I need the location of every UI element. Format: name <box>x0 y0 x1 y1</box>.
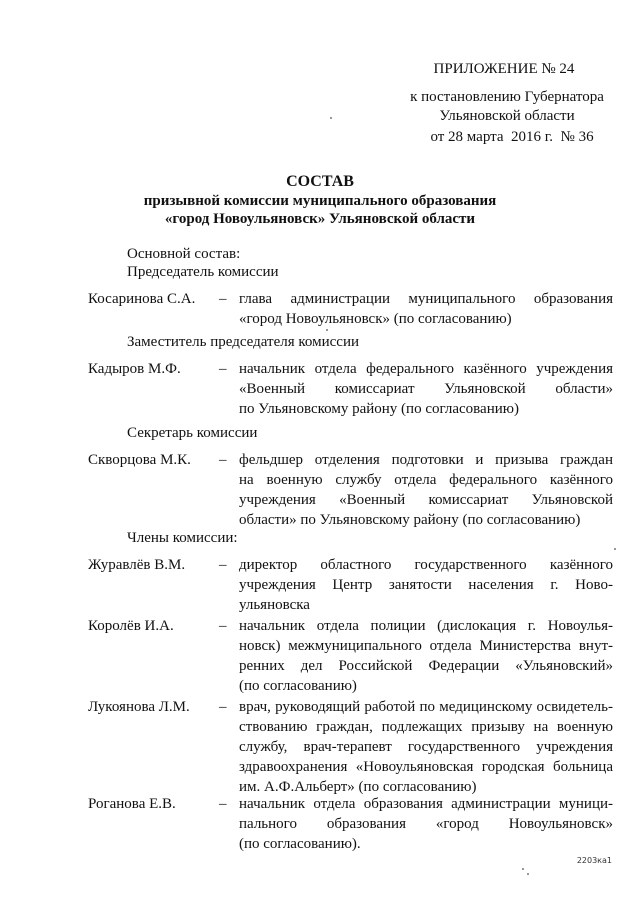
description-line: «город Новоульяновск» (по согласованию) <box>239 311 512 327</box>
description-line: начальник отдела федерального казённого учреждения <box>239 361 613 377</box>
appendix-number: ПРИЛОЖЕНИЕ № 24 <box>433 61 575 77</box>
description-line: директор областного государственного казённого <box>239 557 613 573</box>
description-line: области» по Ульяновскому району (по согласованию) <box>239 512 581 528</box>
description-line: «Военный комиссариат Ульяновской области» <box>239 381 613 397</box>
member-description <box>239 450 613 530</box>
description-line: фельдшер отделения подготовки и призыва граждан <box>239 452 613 468</box>
section-main: Основной состав: <box>127 246 241 262</box>
description-line: учреждения Центр занятости населения г. Ново- <box>239 577 613 593</box>
description-line: службу, врач-терапевт государственного учреждения <box>239 739 613 755</box>
appendix-reference <box>402 88 612 126</box>
member-description <box>239 555 613 615</box>
description-line: учреждения «Военный комиссариат Ульяновской <box>239 492 613 508</box>
document-subtitle-line1: призывной комиссии муниципального образования <box>143 193 497 209</box>
description-line: новск) межмуниципального отдела Министерства внут- <box>239 638 613 654</box>
description-line: ренних дел Российской Федерации «Ульяновский» <box>239 658 613 674</box>
member-name: Лукоянова Л.М. <box>88 699 190 715</box>
member-dash: – <box>219 699 227 715</box>
description-line: на военную службу отдела федерального казённого <box>239 472 613 488</box>
member-name: Кадыров М.Ф. <box>88 361 181 377</box>
document-subtitle-line2: «город Новоульяновск» Ульяновской области <box>164 211 476 227</box>
member-description <box>239 616 613 696</box>
description-line: начальник отдела полиции (дислокация г. Новоулья- <box>239 618 613 634</box>
description-line: пального образования «город Новоульяновск» <box>239 816 613 832</box>
member-name: Журавлёв В.М. <box>88 557 186 573</box>
section-chairman: Председатель комиссии <box>127 264 279 280</box>
description-line: ствованию граждан, подлежащих призыву на военную <box>239 719 613 735</box>
scan-speck <box>522 868 524 870</box>
member-dash: – <box>219 557 227 573</box>
document-title: СОСТАВ <box>286 173 354 190</box>
member-description <box>239 359 613 419</box>
description-line: по Ульяновскому району (по согласованию) <box>239 401 519 417</box>
scan-speck <box>614 548 616 550</box>
member-description <box>239 697 613 797</box>
appendix-date: от 28 марта 2016 г. № 36 <box>430 129 594 145</box>
member-description <box>239 289 613 329</box>
section-secretary: Секретарь комиссии <box>127 425 258 441</box>
member-name: Королёв И.А. <box>88 618 174 634</box>
scan-speck <box>330 117 332 119</box>
description-line: (по согласованию) <box>239 678 357 694</box>
appendix-label <box>430 59 578 80</box>
description-line: врач, руководящий работой по медицинскому освидетель- <box>239 699 613 715</box>
document-code: 2203ка1 <box>576 856 612 865</box>
scan-speck <box>326 329 328 331</box>
section-deputy: Заместитель председателя комиссии <box>127 334 360 350</box>
member-dash: – <box>219 291 227 307</box>
member-description <box>239 794 613 854</box>
member-dash: – <box>219 452 227 468</box>
appendix-reference-line: к постановлению Губернатора <box>410 89 604 105</box>
description-line: (по согласованию). <box>239 836 361 852</box>
member-dash: – <box>219 618 227 634</box>
member-name: Скворцова М.К. <box>88 452 191 468</box>
scan-speck <box>527 873 529 875</box>
description-line: глава администрации муниципального образования <box>239 291 613 307</box>
appendix-reference-region: Ульяновской области <box>439 108 575 124</box>
member-dash: – <box>219 796 227 812</box>
description-line: начальник отдела образования администрации муници- <box>239 796 613 812</box>
member-name: Косаринова С.А. <box>88 291 196 307</box>
description-line: им. А.Ф.Альберт» (по согласованию) <box>239 779 477 795</box>
member-name: Роганова Е.В. <box>88 796 176 812</box>
section-members: Члены комиссии: <box>127 530 238 546</box>
member-dash: – <box>219 361 227 377</box>
description-line: здравоохранения «Новоульяновская городская больница <box>239 759 613 775</box>
description-line: ульяновска <box>239 597 310 613</box>
